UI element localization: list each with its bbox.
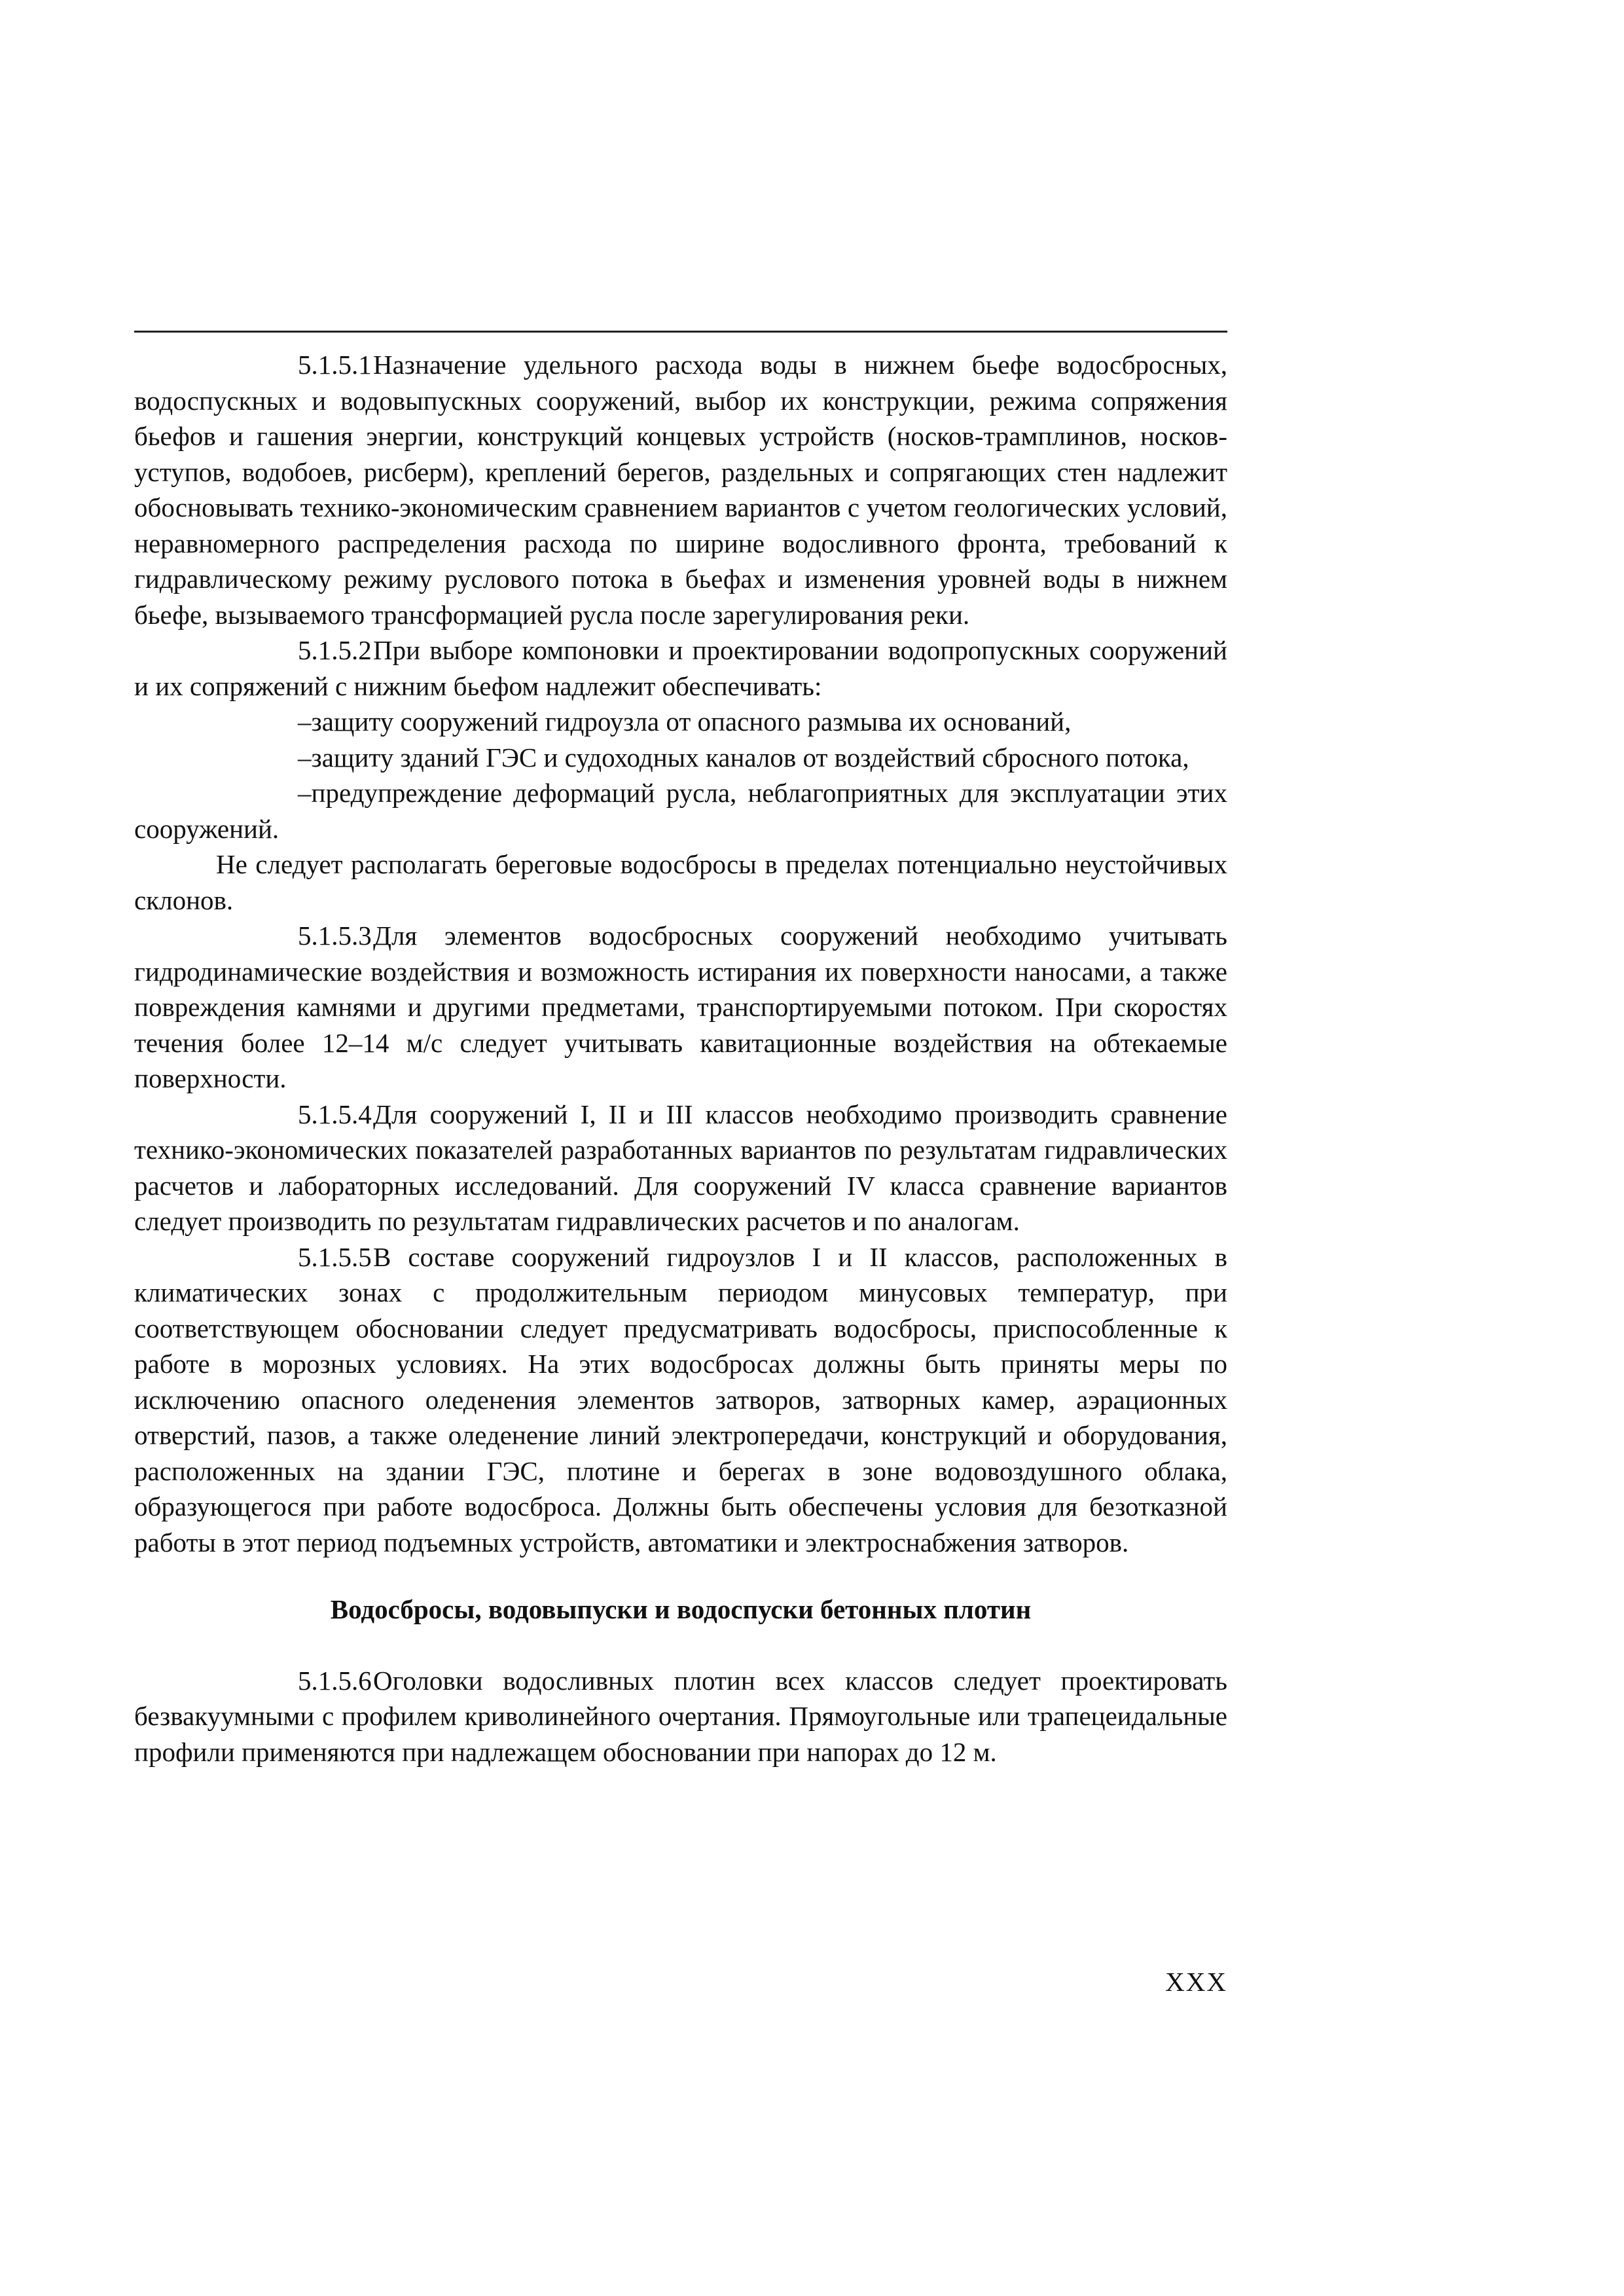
paragraph-text: Назначение удельного расхода воды в нижнем бьефе водосбросных, водоспускных и водовыпускных сооружений, выбор их конструкции, режима сопряжения бьефов и гашения энергии, конструкций концевых устройств (носков-трамплинов, носков-уступов, водобоев, рисберм), креплений берегов, раздельных и сопрягающих стен надлежит обосновывать технико-экономическим сравнением вариантов с учетом геологических условий, неравномерного распределения расхода по ширине водосливного фронта, требований к гидравлическому режиму руслового потока в бьефах и изменения уровней воды в нижнем бьефе, вызываемого трансформацией русла после зарегулирования реки.: [134, 350, 1227, 630]
page-number: XXX: [1165, 1967, 1227, 1997]
list-item-text: защиту зданий ГЭС и судоходных каналов от воздействий сбросного потока,: [311, 742, 1189, 773]
paragraph-number: 5.1.5.3: [298, 920, 372, 951]
paragraph-number: 5.1.5.4: [298, 1099, 372, 1129]
dash-marker: –: [298, 742, 312, 773]
paragraph-number: 5.1.5.2: [298, 635, 372, 665]
paragraph-text: Оголовки водосливных плотин всех классов следует проектировать безвакуумными с профилем криволинейного очертания. Прямоугольные или трапецеидальные профили применяются при надлежащем обосновании при напорах до 12 м.: [134, 1665, 1227, 1767]
paragraph-5-1-5-5: [134, 1239, 1227, 1561]
document-body: [134, 347, 1227, 1770]
dash-marker: –: [298, 778, 312, 808]
paragraph-number: 5.1.5.5: [298, 1241, 372, 1272]
plain-paragraph: Не следует располагать береговые водосбросы в пределах потенциально неустойчивых склонов.: [134, 849, 1227, 915]
paragraph-text: Для сооружений I, II и III классов необходимо производить сравнение технико-экономических показателей разработанных вариантов по результатам гидравлических расчетов и лабораторных исследований. Для сооружений IV класса сравнение вариантов следует производить по результатам гидравлических расчетов и по аналогам.: [134, 1099, 1227, 1236]
section-heading: Водосбросы, водовыпуски и водоспуски бетонных плотин: [330, 1594, 1032, 1624]
paragraph-text: В составе сооружений гидроузлов I и II классов, расположенных в климатических зонах с продолжительным периодом минусовых температур, при соответствующем обосновании следует предусматривать водосбросы, приспособленные к работе в морозных условиях. На этих водосбросах должны быть приняты меры по исключению опасного оледенения элементов затворов, затворных камер, аэрационных отверстий, пазов, а также оледенение линий электропередачи, конструкций и оборудования, расположенных на здании ГЭС, плотине и берегах в зоне водовоздушного облака, образующегося при работе водосброса. Должны быть обеспечены условия для безотказной работы в этот период подъемных устройств, автоматики и электроснабжения затворов.: [134, 1241, 1227, 1558]
header-rule: [134, 331, 1227, 333]
paragraph-5-1-5-6: [134, 1663, 1227, 1770]
paragraph-number: 5.1.5.1: [298, 350, 372, 380]
list-item-text: предупреждение деформаций русла, неблагоприятных для эксплуатации этих сооружений.: [134, 778, 1227, 844]
paragraph-5-1-5-1: [134, 347, 1227, 632]
paragraph-5-1-5-4: [134, 1097, 1227, 1239]
paragraph-text: Для элементов водосбросных сооружений необходимо учитывать гидродинамические воздействия и возможность истирания их поверхности наносами, а также повреждения камнями и другими предметами, транспортируемыми потоком. При скоростях течения более 12–14 м/с следует учитывать кавитационные воздействия на обтекаемые поверхности.: [134, 920, 1227, 1093]
list-item-text: защиту сооружений гидроузла от опасного размыва их оснований,: [311, 706, 1072, 737]
paragraph-5-1-5-2: [134, 632, 1227, 704]
list-item: [134, 740, 1227, 776]
list-item: [134, 704, 1227, 740]
list-item: [134, 775, 1227, 847]
dash-marker: –: [298, 706, 312, 737]
paragraph-text: При выборе компоновки и проектировании водопропускных сооружений и их сопряжений с нижним бьефом надлежит обеспечивать:: [134, 635, 1227, 701]
paragraph-5-1-5-3: [134, 918, 1227, 1097]
paragraph-number: 5.1.5.6: [298, 1665, 372, 1696]
